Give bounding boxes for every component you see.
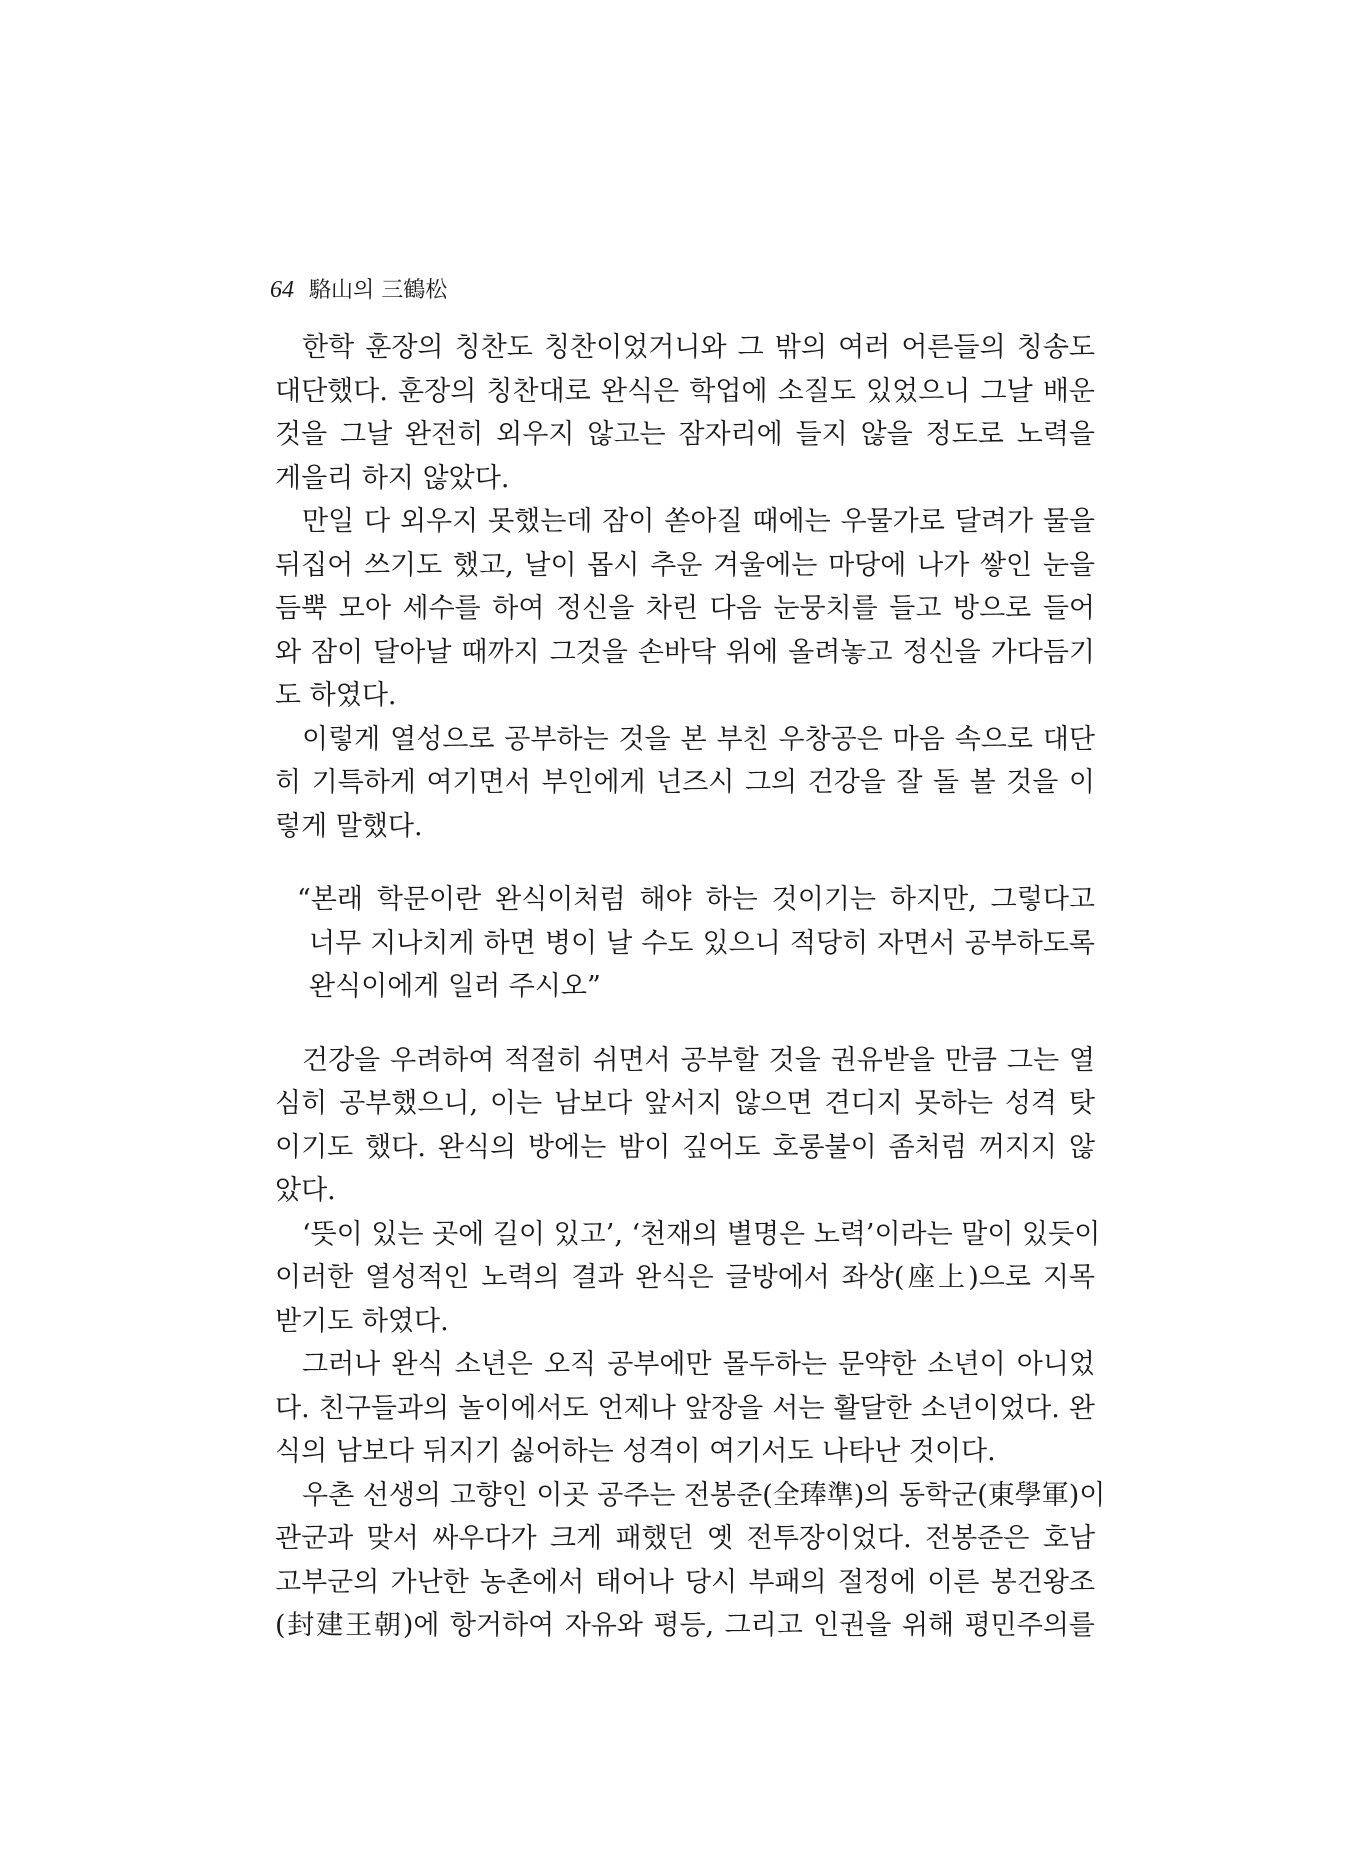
paragraph bbox=[275, 1474, 1106, 1648]
text-line: 았다. bbox=[275, 1175, 336, 1206]
text-line: 게을리 하지 않았다. bbox=[275, 462, 510, 494]
text-line: 히 기특하게 여기면서 부인에게 넌즈시 그의 건강을 잘 돌 볼 것을 이 bbox=[275, 767, 1095, 798]
paragraph bbox=[275, 1343, 1095, 1474]
text-line: 받기도 하였다. bbox=[275, 1305, 449, 1337]
text-line: 만일 다 외우지 못했는데 잠이 쏟아질 때에는 우물가로 달려가 물을 bbox=[302, 506, 1095, 537]
text-line: 그러나 완식 소년은 오직 공부에만 몰두하는 문약한 소년이 아니었 bbox=[302, 1349, 1095, 1380]
text-line: 건강을 우려하여 적절히 쉬면서 공부할 것을 권유받을 만큼 그는 열 bbox=[302, 1044, 1095, 1076]
paragraph bbox=[275, 1213, 1101, 1344]
text-line: 대단했다. 훈장의 칭찬대로 완식은 학업에 소질도 있었으니 그날 배운 bbox=[275, 375, 1095, 407]
running-head bbox=[270, 276, 447, 305]
paragraph bbox=[275, 1039, 1095, 1213]
paragraph bbox=[275, 718, 1095, 849]
quote-line: “본래 학문이란 완식이처럼 해야 하는 것이기는 하지만, 그렇다고 bbox=[297, 884, 1095, 915]
text-line: 고부군의 가난한 농촌에서 태어나 당시 부패의 절정에 이른 봉건왕조 bbox=[275, 1566, 1095, 1598]
body-text bbox=[275, 326, 1106, 1648]
paragraph bbox=[275, 500, 1095, 718]
text-line: 뒤집어 쓰기도 했고, 날이 몹시 추운 겨울에는 마당에 나가 쌓인 눈을 bbox=[275, 549, 1095, 581]
text-line: 심히 공부했으니, 이는 남보다 앞서지 않으면 견디지 못하는 성격 탓 bbox=[275, 1088, 1095, 1119]
text-line: 도 하였다. bbox=[275, 680, 397, 711]
text-line: 듬뿍 모아 세수를 하여 정신을 차린 다음 눈뭉치를 들고 방으로 들어 bbox=[275, 593, 1095, 624]
page-number: 64 bbox=[270, 277, 294, 303]
text-line: 렇게 말했다. bbox=[275, 810, 423, 842]
block-quote bbox=[297, 878, 1095, 1009]
text-line: 우촌 선생의 고향인 이곳 공주는 전봉준(全琫準)의 동학군(東學軍)이 bbox=[302, 1479, 1106, 1511]
paragraph bbox=[275, 326, 1095, 500]
text-line: 것을 그날 완전히 외우지 않고는 잠자리에 들지 않을 정도로 노력을 bbox=[275, 419, 1095, 450]
text-line: 관군과 맞서 싸우다가 크게 패했던 옛 전투장이었다. 전봉준은 호남 bbox=[275, 1523, 1095, 1554]
text-line: 한학 훈장의 칭찬도 칭찬이었거니와 그 밖의 여러 어른들의 칭송도 bbox=[302, 332, 1095, 363]
text-line: ‘뜻이 있는 곳에 길이 있고’, ‘천재의 별명은 노력’이라는 말이 있듯이 bbox=[302, 1218, 1101, 1250]
text-line: 이러한 열성적인 노력의 결과 완식은 글방에서 좌상(座上)으로 지목 bbox=[275, 1262, 1095, 1293]
text-line: 이렇게 열성으로 공부하는 것을 본 부친 우창공은 마음 속으로 대단 bbox=[302, 723, 1095, 755]
quote-line: 완식이에게 일러 주시오” bbox=[309, 971, 601, 1002]
text-line: 이기도 했다. 완식의 방에는 밤이 깊어도 호롱불이 좀처럼 꺼지지 않 bbox=[275, 1131, 1095, 1163]
text-line: 다. 친구들과의 놀이에서도 언제나 앞장을 서는 활달한 소년이었다. 완 bbox=[275, 1392, 1095, 1424]
text-line: 와 잠이 달아날 때까지 그것을 손바닥 위에 올려놓고 정신을 가다듬기 bbox=[275, 636, 1095, 668]
text-line: 식의 남보다 뒤지기 싫어하는 성격이 여기서도 나타난 것이다. bbox=[275, 1436, 996, 1467]
text-line: (封建王朝)에 항거하여 자유와 평등, 그리고 인권을 위해 평민주의를 bbox=[275, 1610, 1095, 1641]
quote-line: 너무 지나치게 하면 병이 날 수도 있으니 적당히 자면서 공부하도록 bbox=[309, 927, 1095, 959]
book-title: 駱山의 三鶴松 bbox=[309, 278, 448, 303]
